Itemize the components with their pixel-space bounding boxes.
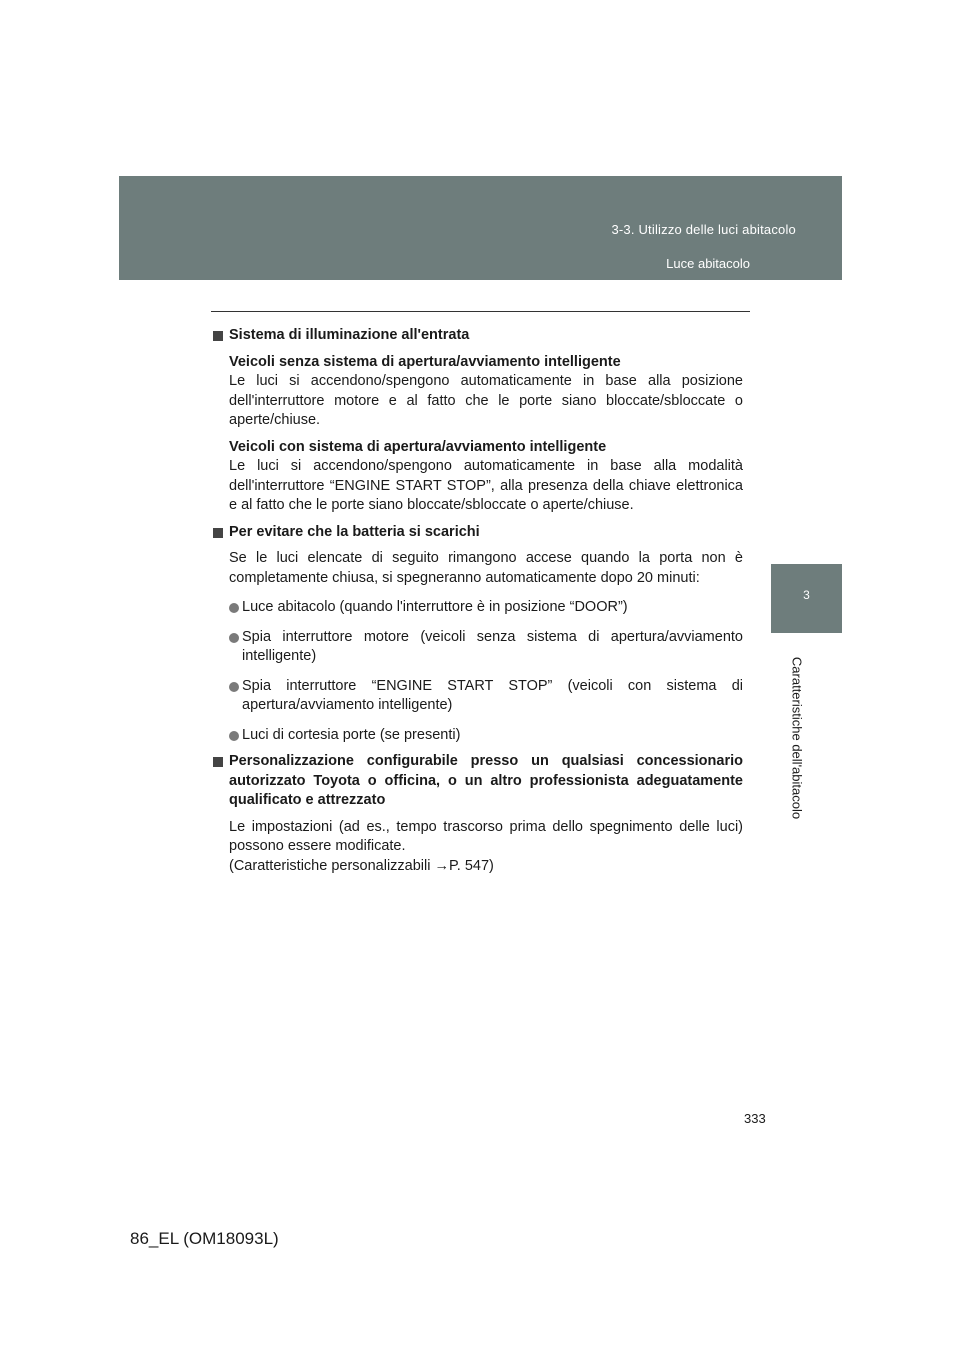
paragraph-text: Le luci si accendono/spengono automaticamente in base alla modalità dell'interruttore “ENGINE START STOP”, alla presenza della chiave elettronica e al fatto che le porte siano bloccate/sbloccate o aperte/chiuse.	[229, 458, 743, 513]
paragraph-text: Le luci si accendono/spengono automaticamente in base alla posizione dell'interruttore motore e al fatto che le porte siano bloccate/sbloccate o aperte/chiuse.	[229, 373, 743, 428]
square-bullet-icon	[213, 331, 223, 341]
paragraph-text: Se le luci elencate di seguito rimangono accese quando la porta non è completamente chiusa, si spegneranno automaticamente dopo 20 minuti:	[229, 550, 743, 586]
square-bullet-icon	[213, 757, 223, 767]
square-bullet-icon	[213, 528, 223, 538]
circle-bullet-icon	[229, 633, 239, 643]
paragraph	[229, 353, 743, 431]
section-heading-text: Personalizzazione configurabile presso un qualsiasi concessionario autorizzato Toyota o officina, o un altro professionista adeguatamente qualificato e attrezzato	[229, 753, 743, 808]
circle-bullet-icon	[229, 682, 239, 692]
paragraph-text: Le impostazioni (ad es., tempo trascorso prima dello spegnimento delle luci) possono essere modificate.	[229, 818, 743, 854]
document-code: 86_EL (OM18093L)	[130, 1229, 279, 1248]
section-heading	[211, 752, 743, 811]
section-divider	[211, 311, 750, 312]
chapter-tab	[771, 564, 842, 633]
list-item-text: Luce abitacolo (quando l'interruttore è in posizione “DOOR”)	[242, 599, 628, 615]
page-number: 333	[744, 1111, 766, 1126]
chapter-side-label	[782, 648, 812, 828]
section-heading-text: Per evitare che la batteria si scarichi	[229, 523, 480, 540]
section-heading-text: Sistema di illuminazione all'entrata	[229, 327, 470, 343]
section-heading	[211, 523, 743, 543]
chapter-number: 3	[803, 588, 810, 602]
circle-bullet-icon	[229, 731, 239, 741]
section-heading	[211, 326, 743, 346]
list-item-text: Spia interruttore motore (veicoli senza sistema di apertura/avviamento intelligente)	[242, 628, 743, 664]
list-item-text: Luci di cortesia porte (se presenti)	[242, 726, 461, 743]
main-content	[211, 326, 743, 883]
list-item-text: Spia interruttore “ENGINE START STOP” (veicoli con sistema di apertura/avviamento intelligente)	[242, 677, 743, 713]
cross-reference: (Caratteristiche personalizzabili →P. 547)	[229, 857, 494, 874]
header-band	[119, 176, 842, 280]
header-section-title: 3-3. Utilizzo delle luci abitacolo	[611, 222, 796, 237]
list-item	[229, 677, 743, 716]
list-item	[229, 726, 743, 746]
paragraph	[229, 818, 743, 877]
list-item	[229, 598, 743, 618]
paragraph	[229, 438, 743, 516]
list-item	[229, 628, 743, 667]
paragraph-heading: Veicoli con sistema di apertura/avviamento intelligente	[229, 438, 607, 455]
paragraph-heading: Veicoli senza sistema di apertura/avviamento intelligente	[229, 353, 621, 370]
chapter-title: Caratteristiche dell'abitacolo	[789, 656, 805, 820]
circle-bullet-icon	[229, 603, 239, 613]
header-subsection-title: Luce abitacolo	[666, 256, 750, 271]
